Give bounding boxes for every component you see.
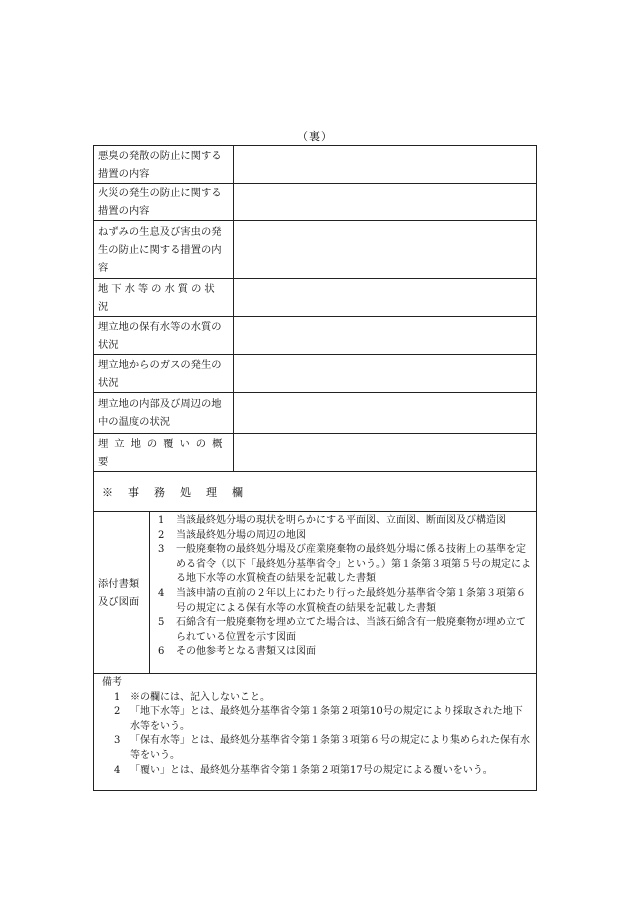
row-label xyxy=(94,317,234,354)
row-label-text: 地下水等の水質の状況 xyxy=(98,282,218,313)
row-label-text: 悪臭の発散の防止に関する措置の内容 xyxy=(98,149,222,180)
notes-content xyxy=(94,674,536,780)
row-label xyxy=(94,221,234,278)
page-title: （裏） xyxy=(297,130,333,143)
fire-measures-field[interactable] xyxy=(234,184,536,220)
row-label-text: 埋立地からのガスの発生の状況 xyxy=(98,358,222,389)
attachment-item xyxy=(158,587,532,616)
row-temperature xyxy=(94,392,536,433)
row-label xyxy=(94,279,234,316)
row-pests xyxy=(94,220,536,278)
note-item xyxy=(100,734,530,763)
attachment-number: 3 xyxy=(158,544,165,556)
note-item xyxy=(100,705,530,734)
attachment-text: 当該申請の直前の２年以上にわたり行った最終処分基準省令第１条第３項第６号の規定による保有水等の水質検査の結果を記載した書類 xyxy=(176,587,526,614)
attachment-number: 4 xyxy=(158,587,165,599)
row-retained-water xyxy=(94,316,536,354)
attachment-item xyxy=(158,645,532,660)
row-label xyxy=(94,434,234,471)
application-form-table xyxy=(93,145,537,791)
note-number: 4 xyxy=(114,764,121,776)
note-item xyxy=(100,691,530,706)
notes-title: 備考 xyxy=(102,677,122,688)
row-groundwater xyxy=(94,278,536,316)
attachments-label xyxy=(94,512,150,673)
note-text: 「地下水等」とは、最終処分基準省令第１条第２項第10号の規定により採取された地下水等をいう。 xyxy=(130,706,523,732)
row-label-text: 埋立地の保有水等の水質の状況 xyxy=(98,320,222,351)
attachment-text: 一般廃棄物の最終処分場及び産業廃棄物の最終処分場に係る技術上の基準を定める省令（以下「最終処分基準省令」という。）第１条第３項第５号の規定による地下水等の水質検査の結果を記載した書類 xyxy=(176,544,531,585)
row-fire xyxy=(94,183,536,220)
row-label xyxy=(94,393,234,433)
attachment-item xyxy=(158,529,532,544)
office-use-label: ※事務処理欄 xyxy=(102,485,258,499)
pest-measures-field[interactable] xyxy=(234,221,536,278)
attachment-item xyxy=(158,616,532,645)
attachment-number: 2 xyxy=(158,529,165,541)
note-text: ※の欄には、記入しないこと。 xyxy=(130,691,270,703)
cover-summary-field[interactable] xyxy=(234,434,536,471)
row-label-text: 埋立地の内部及び周辺の地中の温度の状況 xyxy=(98,398,222,428)
note-text: 「保有水等」とは、最終処分基準省令第１条第３項第６号の規定により集められた保有水等をいう。 xyxy=(130,735,530,761)
attachment-number: 1 xyxy=(158,515,165,526)
row-attachments xyxy=(94,511,536,673)
groundwater-quality-field[interactable] xyxy=(234,279,536,316)
row-label xyxy=(94,184,234,220)
attachment-item xyxy=(158,543,532,587)
odor-measures-field[interactable] xyxy=(234,146,536,183)
attachments-label-text: 添付書類及び図面 xyxy=(98,577,140,608)
note-number: 1 xyxy=(114,691,121,703)
row-cover xyxy=(94,433,536,471)
row-label-text: 火災の発生の防止に関する措置の内容 xyxy=(98,187,222,217)
attachment-number: 6 xyxy=(158,646,165,658)
attachment-text: 石綿含有一般廃棄物を埋め立てた場合は、当該石綿含有一般廃棄物が埋め立てられている位置を示す図面 xyxy=(176,617,526,643)
notes-section xyxy=(94,673,536,791)
row-label-text: ねずみの生息及び害虫の発生の防止に関する措置の内容 xyxy=(98,225,222,274)
note-item xyxy=(100,764,530,779)
ground-temperature-field[interactable] xyxy=(234,393,536,433)
note-text: 「覆い」とは、最終処分基準省令第１条第２項第17号の規定による覆いをいう。 xyxy=(130,764,493,776)
gas-generation-field[interactable] xyxy=(234,355,536,392)
note-number: 2 xyxy=(114,706,121,718)
row-label xyxy=(94,146,234,183)
row-gas xyxy=(94,354,536,392)
note-number: 3 xyxy=(114,735,121,747)
attachment-text: その他参考となる書類又は図面 xyxy=(176,646,316,658)
row-label-text: 埋立地の覆いの概要 xyxy=(98,437,229,468)
attachments-list xyxy=(150,512,536,673)
attachment-item xyxy=(158,514,532,529)
attachment-number: 5 xyxy=(158,617,165,629)
retained-water-quality-field[interactable] xyxy=(234,317,536,354)
row-odor xyxy=(94,146,536,183)
row-office-use xyxy=(94,471,536,511)
attachment-text: 当該最終処分場の周辺の地図 xyxy=(176,529,306,541)
attachment-text: 当該最終処分場の現状を明らかにする平面図、立面図、断面図及び構造図 xyxy=(176,515,506,526)
row-label xyxy=(94,355,234,392)
